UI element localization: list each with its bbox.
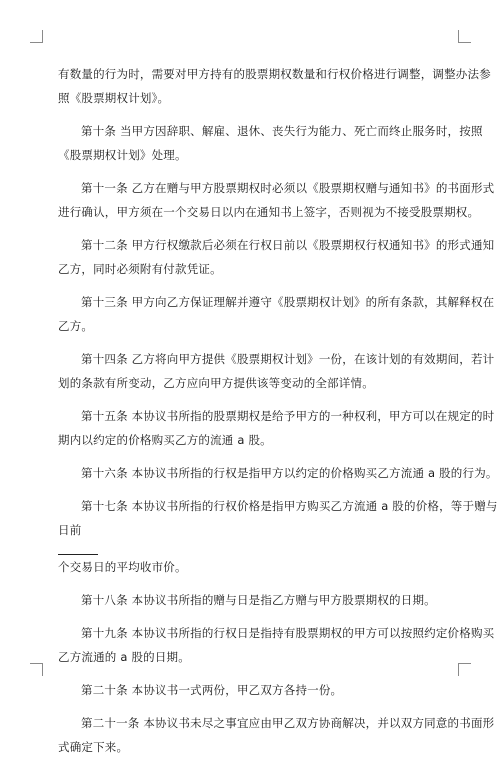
article-11 [58,176,495,224]
line: 第十八条 本协议书所指的赠与日是指乙方赠与甲方股票期权的日期。 [81,593,436,607]
article-20 [58,678,446,702]
line: 进行确认，甲方须在一个交易日以内在通知书上签字，否则视为不接受股票期权。 [58,205,480,219]
line-with-blank [58,518,446,579]
line: 乙方流通的 a 股的日期。 [58,650,190,664]
line: 第二十一条 本协议书未尽之事宜应由甲乙双方协商解决，并以双方同意的书面形 [81,716,495,730]
article-18 [58,588,446,612]
article-19 [58,621,495,669]
line: 第十一条 乙方在赠与甲方股票期权时必须以《股票期权赠与通知书》的书面形式 [81,181,495,195]
article-14 [58,347,495,395]
line: 第十三条 甲方向乙方保证理解并遵守《股票期权计划》的所有条款，其解释权在 [81,295,495,309]
article-21 [58,711,495,759]
line: 乙方，同时必须附有付款凭证。 [58,262,222,276]
crop-mark-bottom-left [30,663,43,676]
line: 第十六条 本协议书所指的行权是指甲方以约定的价格购买乙方流通 a 股的行为。 [81,466,498,480]
line: 第十五条 本协议书所指的股票期权是给予甲方的一种权利，甲方可以在规定的时 [81,409,495,423]
fill-in-blank [58,542,98,555]
line: 有数量的行为时，需要对甲方持有的股票期权数量和行权价格进行调整，调整办法参 [58,67,491,81]
line: 《股票期权计划》处理。 [58,148,187,162]
line: 式确定下来。 [58,740,129,754]
line: 乙方。 [58,319,94,333]
article-17 [58,494,498,579]
line: 划的条款有所变动，乙方应向甲方提供该等变动的全部详情。 [58,376,374,390]
line: 第十二条 甲方行权缴款后必须在行权日前以《股票期权行权通知书》的形式通知 [81,238,495,252]
line: 照《股票期权计划》。 [58,91,170,105]
line: 期内以约定的价格购买乙方的流通 a 股。 [58,433,272,447]
line: 第二十条 本协议书一式两份，甲乙双方各持一份。 [81,683,343,697]
line: 第十七条 本协议书所指的行权价格是指甲方购买乙方流通 a 股的价格，等于赠与 [81,499,498,513]
article-13 [58,290,495,338]
crop-mark-bottom-right [458,663,471,676]
article-16 [58,461,498,485]
article-15 [58,404,495,452]
document-body [58,62,498,768]
line: 第十四条 乙方将向甲方提供《股票期权计划》一份，在该计划的有效期间，若计 [81,352,495,366]
article-10 [58,119,483,167]
paragraph-continuation [58,62,491,110]
line-part: 日前 [58,523,82,537]
article-12 [58,233,495,281]
crop-mark-top-left [30,30,43,43]
line: 第十九条 本协议书所指的行权日是指持有股票期权的甲方可以按照约定价格购买 [81,626,495,640]
crop-mark-top-right [458,30,471,43]
line: 第十条 当甲方因辞职、解雇、退休、丧失行为能力、死亡而终止服务时，按照 [81,124,483,138]
line-part: 个交易日的平均收市价。 [58,560,187,574]
